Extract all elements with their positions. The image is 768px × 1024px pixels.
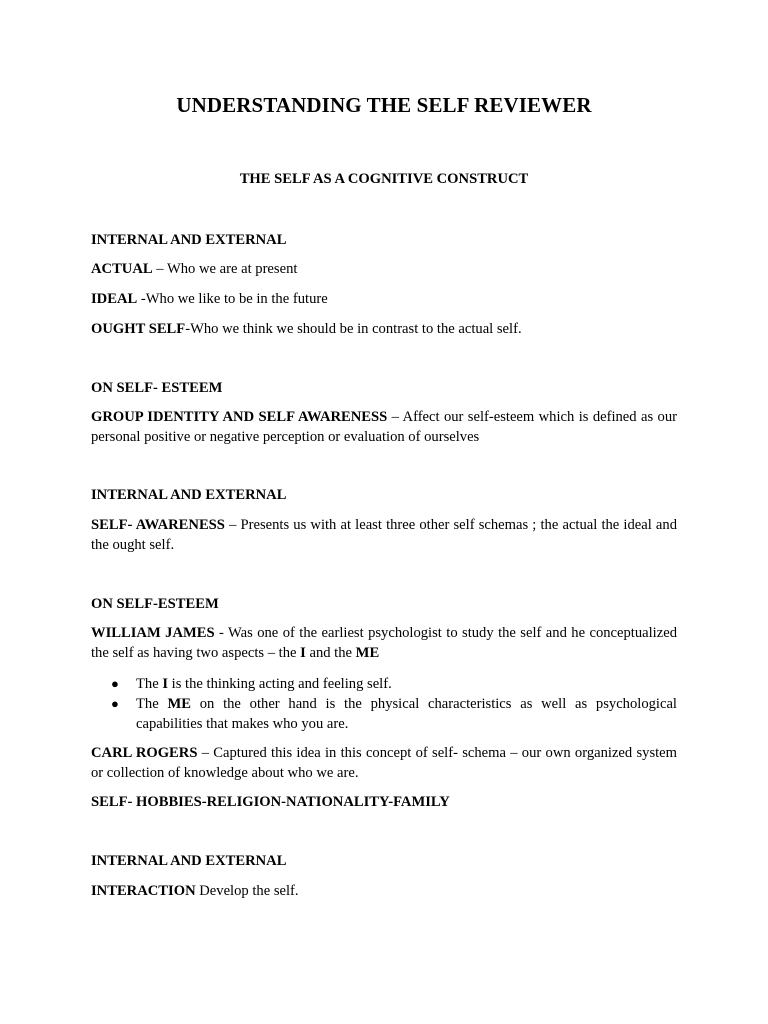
document-subtitle: THE SELF AS A COGNITIVE CONSTRUCT: [239, 171, 529, 187]
definition-interaction: [91, 881, 677, 901]
bullet-text-i: [136, 674, 677, 694]
definition-ideal-text: -Who we like to be in the future: [137, 291, 328, 307]
bullet2-post: on the other hand is the physical characteristics as well as psychological capabilities that makes who you are.: [136, 696, 677, 732]
definition-carl-rogers: [91, 743, 677, 783]
term-carl-rogers: CARL ROGERS: [91, 745, 198, 761]
bullet-text-me: [136, 694, 677, 734]
document-title: UNDERSTANDING THE SELF REVIEWER: [176, 93, 592, 117]
section-heading-on-self-esteem-2: ON SELF-ESTEEM: [91, 596, 219, 612]
bullet1-pre: The: [136, 676, 163, 692]
section-heading-internal-external-2: INTERNAL AND EXTERNAL: [91, 487, 287, 503]
section-heading-internal-external-1: INTERNAL AND EXTERNAL: [91, 232, 287, 248]
term-actual: ACTUAL: [91, 261, 153, 277]
section-heading-on-self-esteem-1: ON SELF- ESTEEM: [91, 380, 223, 396]
bullet-icon: ●: [111, 696, 119, 711]
bullet1-bold: I: [162, 676, 169, 692]
term-self-awareness: SELF- AWARENESS: [91, 517, 225, 533]
definition-group-identity-text: – Affect our self-esteem which is defined as our personal positive or negative perception or evaluation of ourselves: [91, 409, 677, 445]
definition-william-james: [91, 623, 677, 663]
term-i: I: [300, 645, 306, 661]
definition-interaction-text: Develop the self.: [195, 883, 299, 899]
term-ideal: IDEAL: [91, 291, 138, 307]
definition-self-awareness-text: – Presents us with at least three other self schemas ; the actual the ideal and the ought self.: [91, 517, 678, 553]
term-me: ME: [355, 645, 380, 661]
term-interaction: INTERACTION: [91, 883, 196, 899]
term-william-james: WILLIAM JAMES: [91, 625, 215, 641]
definition-william-james-text: - Was one of the earliest psychologist to study the self and he conceptualized the self as having two aspects – the: [91, 625, 677, 661]
definition-carl-rogers-text: – Captured this idea in this concept of self- schema – our own organized system or collection of knowledge about who we are.: [91, 745, 678, 781]
self-categories-line: SELF- HOBBIES-RELIGION-NATIONALITY-FAMILY: [91, 794, 450, 810]
definition-self-awareness: [91, 515, 677, 555]
definition-actual: [91, 259, 677, 279]
definition-ought-self-text: -Who we think we should be in contrast to the actual self.: [185, 321, 522, 337]
term-group-identity: GROUP IDENTITY AND SELF AWARENESS: [91, 409, 388, 425]
section-heading-internal-external-3: INTERNAL AND EXTERNAL: [91, 853, 287, 869]
definition-actual-text: – Who we are at present: [152, 261, 298, 277]
bullet2-bold: ME: [167, 696, 191, 712]
definition-group-identity: [91, 407, 677, 447]
definition-and: and the: [305, 645, 356, 661]
term-ought-self: OUGHT SELF: [91, 321, 186, 337]
definition-ideal: [91, 289, 677, 309]
bullet-icon: ●: [111, 676, 119, 691]
bullet1-post: is the thinking acting and feeling self.: [168, 676, 392, 692]
definition-ought-self: [91, 319, 677, 339]
bullet2-pre: The: [136, 696, 168, 712]
